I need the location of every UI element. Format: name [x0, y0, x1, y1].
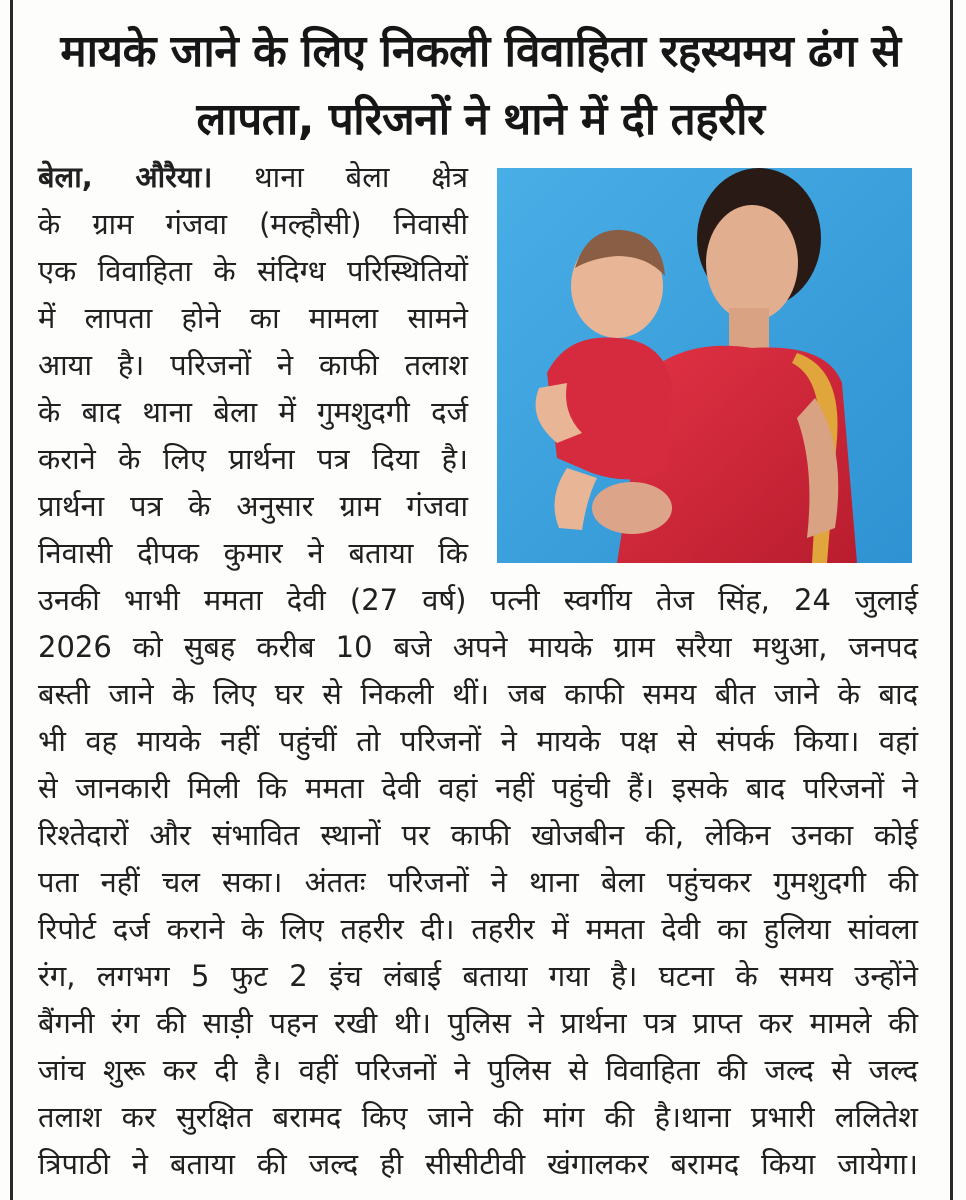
headline-line-2: लापता, परिजनों ने थाने में दी तहरीर: [196, 94, 765, 145]
article-line: रिपोर्ट दर्ज कराने के लिए तहरीर दी। तहरीर में ममता देवी का हुलिया सांवला: [38, 912, 918, 946]
article-line: बैंगनी रंग की साड़ी पहन रखी थी। पुलिस ने प्रार्थना पत्र प्राप्त कर मामले की: [38, 1006, 918, 1040]
article-line: में लापता होने का मामला सामने: [38, 301, 468, 335]
article-line: [38, 155, 468, 199]
article-line: तलाश कर सुरक्षित बरामद किए जाने की मांग की है।थाना प्रभारी ललितेश: [38, 1100, 918, 1134]
article-line: रिश्तेदारों और संभावित स्थानों पर काफी खोजबीन की, लेकिन उनका कोई: [38, 818, 918, 852]
article-line: उनकी भाभी ममता देवी (27 वर्ष) पत्नी स्वर्गीय तेज सिंह, 24 जुलाई: [38, 583, 918, 617]
article-line: 2026 को सुबह करीब 10 बजे अपने मायके ग्राम सरैया मथुआ, जनपद: [38, 630, 918, 664]
article-line: आया है। परिजनों ने काफी तलाश: [38, 348, 468, 382]
article-line: जांच शुरू कर दी है। वहीं परिजनों ने पुलिस से विवाहिता की जल्द से जल्द: [38, 1053, 918, 1087]
column-rule-left: [10, 0, 13, 1200]
article-line: भी वह मायके नहीं पहुंचीं तो परिजनों ने मायके पक्ष से संपर्क किया। वहां: [38, 724, 918, 758]
article-line-text: थाना बेला क्षेत्र: [254, 160, 469, 194]
article-line: रंग, लगभग 5 फुट 2 इंच लंबाई बताया गया है। घटना के समय उन्होंने: [38, 959, 918, 993]
column-rule-right: [950, 0, 953, 1200]
article-line: कराने के लिए प्रार्थना पत्र दिया है।: [38, 442, 468, 476]
woman-with-child-photo: [497, 168, 912, 563]
article-line: से जानकारी मिली कि ममता देवी वहां नहीं पहुंची हैं। इसके बाद परिजनों ने: [38, 771, 918, 805]
headline-line-1: मायके जाने के लिए निकली विवाहिता रहस्यमय ढंग से: [60, 26, 901, 77]
article-line: पता नहीं चल सका। अंततः परिजनों ने थाना बेला पहुंचकर गुमशुदगी की: [38, 865, 918, 899]
article-line: के ग्राम गंजवा (मल्हौसी) निवासी: [38, 207, 468, 241]
article-line: निवासी दीपक कुमार ने बताया कि: [38, 536, 468, 570]
article-line: बस्ती जाने के लिए घर से निकली थीं। जब काफी समय बीत जाने के बाद: [38, 677, 918, 711]
article-line: के बाद थाना बेला में गुमशुदगी दर्ज: [38, 395, 468, 429]
article-line: त्रिपाठी ने बताया की जल्द ही सीसीटीवी खंगालकर बरामद किया जायेगा।: [38, 1147, 918, 1181]
dateline: बेला, औरैया।: [38, 160, 213, 194]
article-line: प्रार्थना पत्र के अनुसार ग्राम गंजवा: [38, 489, 468, 523]
photo-illustration: [497, 168, 912, 563]
article-line: एक विवाहिता के संदिग्ध परिस्थितियों: [38, 254, 468, 288]
